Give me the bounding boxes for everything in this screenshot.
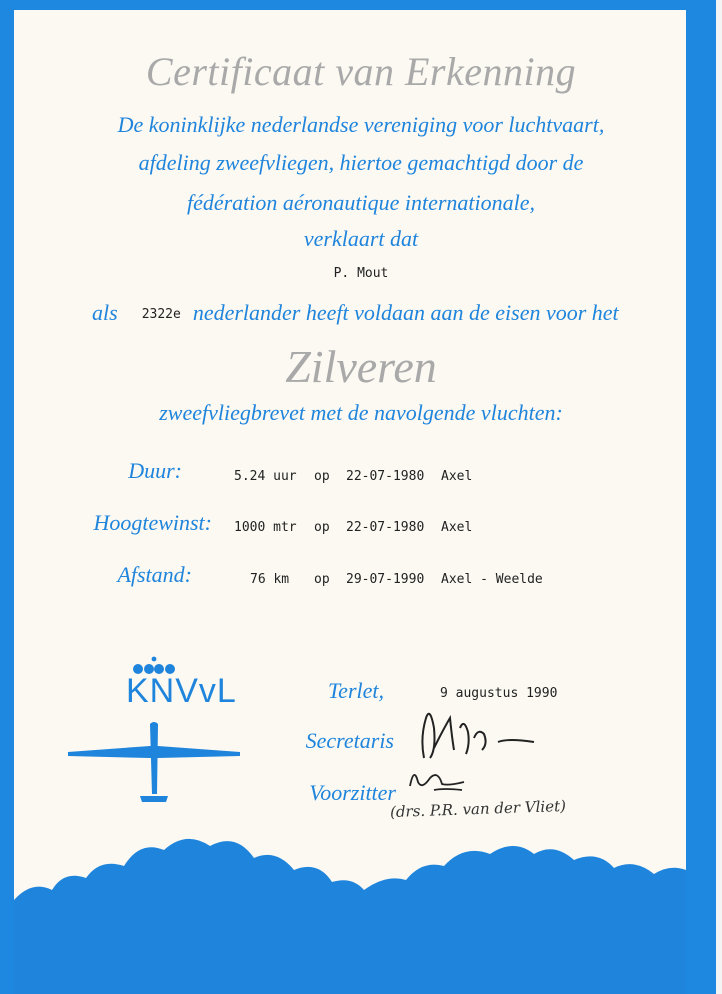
flight-place: Axel <box>441 520 473 535</box>
rank-number: 2322e <box>141 307 181 322</box>
flight-date: 22-07-1980 <box>346 469 425 484</box>
flight-label: Duur: <box>128 458 182 483</box>
flight-op: op <box>314 572 330 587</box>
glider-icon <box>66 722 242 806</box>
intro-line-2: afdeling zweefvliegen, hiertoe gemachtigd door de <box>138 150 584 175</box>
knvvl-logo: KNVvL <box>126 672 237 710</box>
clouds-decoration <box>14 830 686 994</box>
als-prefix: als <box>92 300 118 325</box>
flight-place: Axel - Weelde <box>441 572 543 587</box>
chairman-label: Voorzitter <box>309 780 396 805</box>
flight-value: 76 km <box>250 572 290 587</box>
recipient-block <box>0 264 722 282</box>
chairman-name: (drs. P.R. van der Vliet) <box>389 796 567 822</box>
flight-op: op <box>314 520 330 535</box>
secretary-label: Secretaris <box>305 728 394 753</box>
recipient-name: P. Mout <box>333 266 389 281</box>
flight-date: 29-07-1990 <box>346 572 425 587</box>
intro-line-1: De koninklijke nederlandse vereniging voor luchtvaart, <box>117 112 605 137</box>
rank-line <box>92 300 652 326</box>
flight-date: 22-07-1980 <box>346 520 425 535</box>
flight-value: 5.24 uur <box>234 469 297 484</box>
als-suffix: nederlander heeft voldaan aan de eisen voor het <box>192 300 619 325</box>
intro-line-3: fédération aéronautique internationale, <box>186 190 536 215</box>
flight-label: Hoogtewinst: <box>93 510 212 535</box>
certificate-title: Certificaat van Erkenning <box>145 49 577 94</box>
flight-place: Axel <box>441 469 473 484</box>
place-label: Terlet, <box>327 678 384 703</box>
award-subline: zweefvliegbrevet met de navolgende vluchten: <box>159 400 563 425</box>
intro-line-4: verklaart dat <box>303 226 419 251</box>
flight-label: Afstand: <box>117 562 192 587</box>
chairman-signature <box>404 756 494 796</box>
flight-op: op <box>314 469 330 484</box>
award-title: Zilveren <box>285 341 437 392</box>
signature-date: 9 augustus 1990 <box>440 686 558 701</box>
flight-value: 1000 mtr <box>234 520 297 535</box>
